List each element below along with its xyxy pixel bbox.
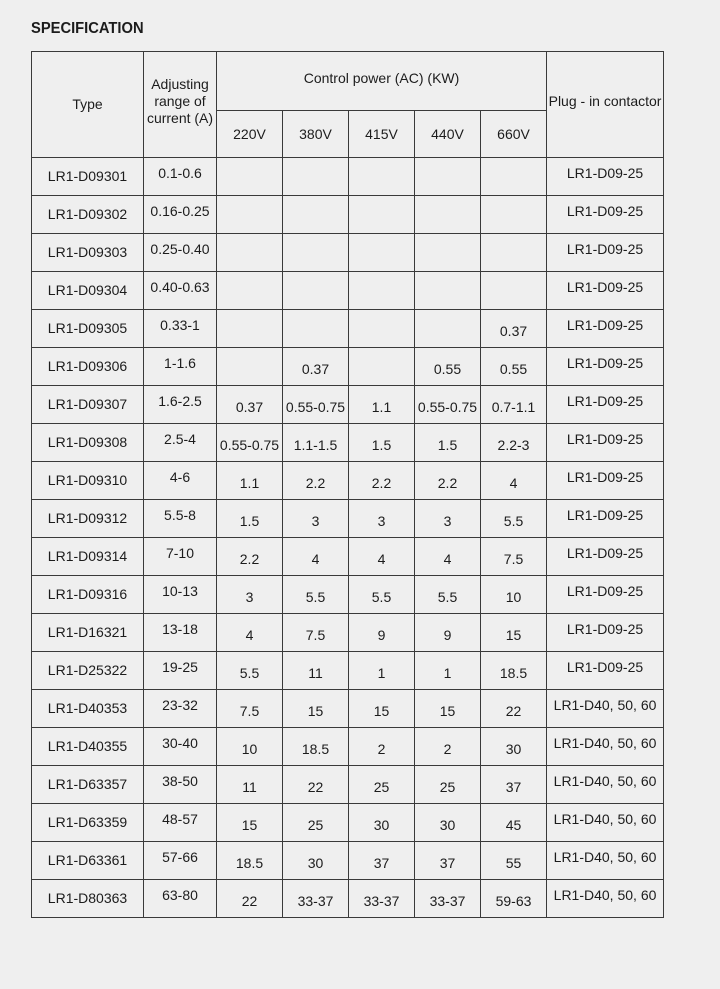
cell-415v: 2 bbox=[349, 728, 415, 766]
cell-contactor: LR1-D09-25 bbox=[547, 272, 664, 310]
cell-220v: 22 bbox=[217, 880, 283, 918]
cell-contactor: LR1-D09-25 bbox=[547, 234, 664, 272]
cell-380v bbox=[283, 196, 349, 234]
cell-660v: 4 bbox=[481, 462, 547, 500]
cell-380v: 33-37 bbox=[283, 880, 349, 918]
cell-220v bbox=[217, 196, 283, 234]
cell-type: LR1-D40355 bbox=[32, 728, 144, 766]
cell-range: 0.40-0.63 bbox=[144, 272, 217, 310]
cell-660v: 5.5 bbox=[481, 500, 547, 538]
cell-440v: 3 bbox=[415, 500, 481, 538]
cell-660v: 0.7-1.1 bbox=[481, 386, 547, 424]
cell-220v: 1.5 bbox=[217, 500, 283, 538]
cell-660v: 2.2-3 bbox=[481, 424, 547, 462]
cell-380v bbox=[283, 158, 349, 196]
cell-range: 0.1-0.6 bbox=[144, 158, 217, 196]
cell-660v: 15 bbox=[481, 614, 547, 652]
cell-380v: 18.5 bbox=[283, 728, 349, 766]
cell-range: 63-80 bbox=[144, 880, 217, 918]
cell-contactor: LR1-D09-25 bbox=[547, 500, 664, 538]
table-row bbox=[32, 728, 664, 766]
table-row bbox=[32, 576, 664, 614]
cell-range: 48-57 bbox=[144, 804, 217, 842]
cell-440v bbox=[415, 196, 481, 234]
cell-415v: 1.5 bbox=[349, 424, 415, 462]
cell-220v bbox=[217, 234, 283, 272]
cell-415v: 30 bbox=[349, 804, 415, 842]
cell-contactor: LR1-D09-25 bbox=[547, 158, 664, 196]
cell-type: LR1-D40353 bbox=[32, 690, 144, 728]
specification-table bbox=[31, 51, 664, 918]
cell-415v: 33-37 bbox=[349, 880, 415, 918]
cell-440v bbox=[415, 310, 481, 348]
cell-440v: 15 bbox=[415, 690, 481, 728]
table-row bbox=[32, 462, 664, 500]
table-row bbox=[32, 234, 664, 272]
cell-type: LR1-D09301 bbox=[32, 158, 144, 196]
cell-380v: 7.5 bbox=[283, 614, 349, 652]
cell-type: LR1-D09305 bbox=[32, 310, 144, 348]
cell-660v: 30 bbox=[481, 728, 547, 766]
table-row bbox=[32, 690, 664, 728]
cell-contactor: LR1-D09-25 bbox=[547, 386, 664, 424]
cell-contactor: LR1-D09-25 bbox=[547, 196, 664, 234]
cell-415v: 15 bbox=[349, 690, 415, 728]
cell-440v: 0.55 bbox=[415, 348, 481, 386]
cell-range: 38-50 bbox=[144, 766, 217, 804]
cell-type: LR1-D09316 bbox=[32, 576, 144, 614]
cell-415v: 3 bbox=[349, 500, 415, 538]
cell-type: LR1-D80363 bbox=[32, 880, 144, 918]
cell-220v: 7.5 bbox=[217, 690, 283, 728]
cell-type: LR1-D63357 bbox=[32, 766, 144, 804]
cell-type: LR1-D09303 bbox=[32, 234, 144, 272]
cell-415v: 37 bbox=[349, 842, 415, 880]
cell-660v: 55 bbox=[481, 842, 547, 880]
cell-380v: 25 bbox=[283, 804, 349, 842]
cell-220v bbox=[217, 272, 283, 310]
cell-440v: 37 bbox=[415, 842, 481, 880]
cell-type: LR1-D09304 bbox=[32, 272, 144, 310]
cell-contactor: LR1-D40, 50, 60 bbox=[547, 728, 664, 766]
cell-440v: 9 bbox=[415, 614, 481, 652]
table-row bbox=[32, 196, 664, 234]
cell-415v bbox=[349, 272, 415, 310]
cell-type: LR1-D09314 bbox=[32, 538, 144, 576]
cell-415v: 9 bbox=[349, 614, 415, 652]
table-row bbox=[32, 386, 664, 424]
header-adjusting-range: Adjusting range of current (A) bbox=[144, 52, 217, 158]
cell-contactor: LR1-D09-25 bbox=[547, 424, 664, 462]
header-voltage-415: 415V bbox=[349, 111, 415, 158]
table-row bbox=[32, 424, 664, 462]
cell-type: LR1-D09310 bbox=[32, 462, 144, 500]
cell-contactor: LR1-D09-25 bbox=[547, 538, 664, 576]
cell-type: LR1-D09307 bbox=[32, 386, 144, 424]
cell-415v: 2.2 bbox=[349, 462, 415, 500]
cell-380v: 4 bbox=[283, 538, 349, 576]
cell-contactor: LR1-D40, 50, 60 bbox=[547, 804, 664, 842]
cell-220v: 0.55-0.75 bbox=[217, 424, 283, 462]
cell-range: 0.25-0.40 bbox=[144, 234, 217, 272]
cell-660v: 18.5 bbox=[481, 652, 547, 690]
cell-660v: 45 bbox=[481, 804, 547, 842]
cell-range: 2.5-4 bbox=[144, 424, 217, 462]
cell-440v: 4 bbox=[415, 538, 481, 576]
cell-220v: 10 bbox=[217, 728, 283, 766]
cell-440v: 30 bbox=[415, 804, 481, 842]
cell-range: 1-1.6 bbox=[144, 348, 217, 386]
cell-415v bbox=[349, 348, 415, 386]
cell-type: LR1-D09302 bbox=[32, 196, 144, 234]
cell-range: 19-25 bbox=[144, 652, 217, 690]
table-row bbox=[32, 158, 664, 196]
table-row bbox=[32, 538, 664, 576]
cell-380v: 2.2 bbox=[283, 462, 349, 500]
cell-440v: 2.2 bbox=[415, 462, 481, 500]
cell-415v bbox=[349, 310, 415, 348]
table-row bbox=[32, 614, 664, 652]
cell-440v: 33-37 bbox=[415, 880, 481, 918]
cell-contactor: LR1-D09-25 bbox=[547, 652, 664, 690]
cell-range: 0.16-0.25 bbox=[144, 196, 217, 234]
cell-415v: 1.1 bbox=[349, 386, 415, 424]
cell-415v bbox=[349, 196, 415, 234]
header-voltage-440: 440V bbox=[415, 111, 481, 158]
cell-220v bbox=[217, 348, 283, 386]
cell-440v bbox=[415, 272, 481, 310]
cell-380v bbox=[283, 310, 349, 348]
cell-380v: 0.37 bbox=[283, 348, 349, 386]
page-title: SPECIFICATION bbox=[31, 20, 144, 37]
cell-415v: 5.5 bbox=[349, 576, 415, 614]
header-plug-in-contactor: Plug - in contactor bbox=[547, 52, 664, 158]
cell-220v: 18.5 bbox=[217, 842, 283, 880]
cell-660v: 22 bbox=[481, 690, 547, 728]
cell-contactor: LR1-D09-25 bbox=[547, 576, 664, 614]
cell-contactor: LR1-D09-25 bbox=[547, 462, 664, 500]
header-voltage-380: 380V bbox=[283, 111, 349, 158]
cell-220v: 1.1 bbox=[217, 462, 283, 500]
cell-range: 10-13 bbox=[144, 576, 217, 614]
cell-range: 0.33-1 bbox=[144, 310, 217, 348]
cell-660v bbox=[481, 234, 547, 272]
cell-220v bbox=[217, 310, 283, 348]
cell-440v: 5.5 bbox=[415, 576, 481, 614]
cell-415v: 1 bbox=[349, 652, 415, 690]
cell-range: 1.6-2.5 bbox=[144, 386, 217, 424]
cell-220v: 2.2 bbox=[217, 538, 283, 576]
cell-contactor: LR1-D40, 50, 60 bbox=[547, 880, 664, 918]
cell-380v bbox=[283, 272, 349, 310]
table-body bbox=[32, 158, 664, 918]
cell-type: LR1-D63359 bbox=[32, 804, 144, 842]
cell-range: 4-6 bbox=[144, 462, 217, 500]
cell-660v bbox=[481, 196, 547, 234]
cell-range: 7-10 bbox=[144, 538, 217, 576]
cell-range: 23-32 bbox=[144, 690, 217, 728]
cell-220v bbox=[217, 158, 283, 196]
cell-660v: 0.37 bbox=[481, 310, 547, 348]
cell-contactor: LR1-D09-25 bbox=[547, 614, 664, 652]
cell-contactor: LR1-D40, 50, 60 bbox=[547, 690, 664, 728]
cell-type: LR1-D09308 bbox=[32, 424, 144, 462]
cell-type: LR1-D25322 bbox=[32, 652, 144, 690]
table-row bbox=[32, 842, 664, 880]
cell-660v: 10 bbox=[481, 576, 547, 614]
cell-415v bbox=[349, 158, 415, 196]
cell-220v: 11 bbox=[217, 766, 283, 804]
cell-380v: 1.1-1.5 bbox=[283, 424, 349, 462]
cell-660v: 59-63 bbox=[481, 880, 547, 918]
cell-type: LR1-D09312 bbox=[32, 500, 144, 538]
header-voltage-220: 220V bbox=[217, 111, 283, 158]
cell-range: 13-18 bbox=[144, 614, 217, 652]
cell-380v: 11 bbox=[283, 652, 349, 690]
table-row bbox=[32, 310, 664, 348]
cell-220v: 15 bbox=[217, 804, 283, 842]
cell-440v: 2 bbox=[415, 728, 481, 766]
cell-660v bbox=[481, 272, 547, 310]
cell-380v: 3 bbox=[283, 500, 349, 538]
cell-range: 30-40 bbox=[144, 728, 217, 766]
table-row bbox=[32, 766, 664, 804]
cell-type: LR1-D63361 bbox=[32, 842, 144, 880]
header-type: Type bbox=[32, 52, 144, 158]
cell-380v: 30 bbox=[283, 842, 349, 880]
cell-415v bbox=[349, 234, 415, 272]
cell-440v: 1.5 bbox=[415, 424, 481, 462]
cell-contactor: LR1-D40, 50, 60 bbox=[547, 766, 664, 804]
cell-type: LR1-D09306 bbox=[32, 348, 144, 386]
cell-660v: 7.5 bbox=[481, 538, 547, 576]
cell-220v: 0.37 bbox=[217, 386, 283, 424]
cell-contactor: LR1-D40, 50, 60 bbox=[547, 842, 664, 880]
cell-660v bbox=[481, 158, 547, 196]
cell-415v: 25 bbox=[349, 766, 415, 804]
header-control-power: Control power (AC) (KW) bbox=[217, 52, 547, 111]
cell-440v: 0.55-0.75 bbox=[415, 386, 481, 424]
cell-220v: 5.5 bbox=[217, 652, 283, 690]
cell-contactor: LR1-D09-25 bbox=[547, 348, 664, 386]
cell-range: 5.5-8 bbox=[144, 500, 217, 538]
cell-220v: 3 bbox=[217, 576, 283, 614]
cell-range: 57-66 bbox=[144, 842, 217, 880]
cell-660v: 37 bbox=[481, 766, 547, 804]
table-row bbox=[32, 348, 664, 386]
table-row bbox=[32, 500, 664, 538]
cell-440v: 25 bbox=[415, 766, 481, 804]
cell-660v: 0.55 bbox=[481, 348, 547, 386]
table-row bbox=[32, 880, 664, 918]
cell-440v bbox=[415, 158, 481, 196]
cell-380v: 22 bbox=[283, 766, 349, 804]
cell-type: LR1-D16321 bbox=[32, 614, 144, 652]
cell-415v: 4 bbox=[349, 538, 415, 576]
table-row bbox=[32, 652, 664, 690]
header-voltage-660: 660V bbox=[481, 111, 547, 158]
cell-380v: 15 bbox=[283, 690, 349, 728]
cell-380v: 0.55-0.75 bbox=[283, 386, 349, 424]
cell-440v: 1 bbox=[415, 652, 481, 690]
cell-380v: 5.5 bbox=[283, 576, 349, 614]
cell-380v bbox=[283, 234, 349, 272]
cell-220v: 4 bbox=[217, 614, 283, 652]
cell-contactor: LR1-D09-25 bbox=[547, 310, 664, 348]
table-row bbox=[32, 272, 664, 310]
table-row bbox=[32, 804, 664, 842]
cell-440v bbox=[415, 234, 481, 272]
